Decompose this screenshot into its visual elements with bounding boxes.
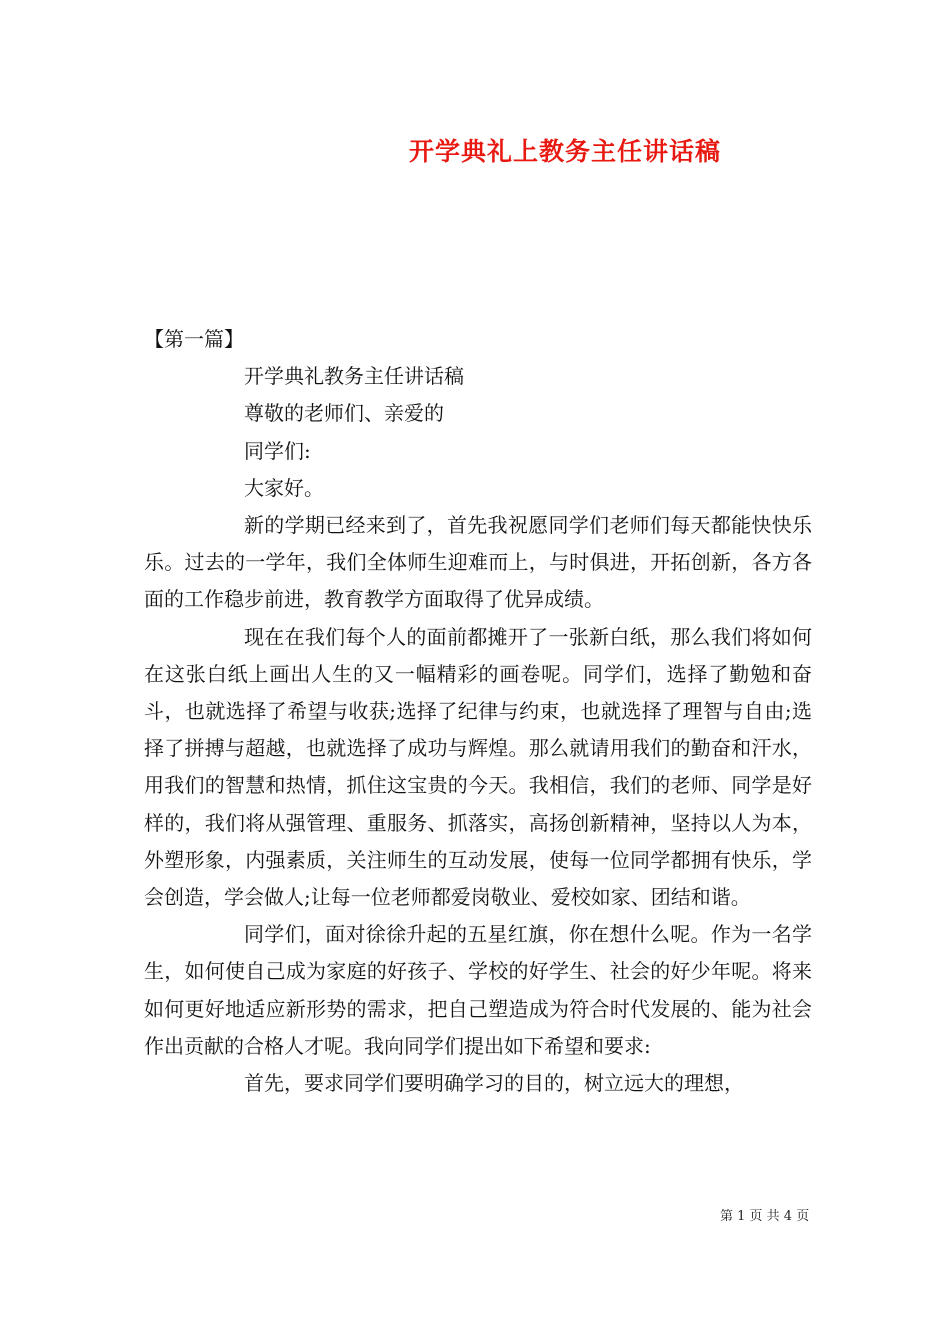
greeting: 大家好。 [244,475,324,500]
document-body [144,321,812,1102]
document-subtitle: 开学典礼教务主任讲话稿 [244,364,464,389]
paragraph-2: 现在在我们每个人的面前都摊开了一张新白纸，那么我们将如何在这张白纸上画出人生的又一幅精彩的画卷呢。同学们，选择了勤勉和奋斗，也就选择了希望与收获;选择了纪律与约束，也就选择了理智与自由;选择了拼搏与超越，也就选择了成功与辉煌。那么就请用我们的勤奋和汗水，用我们的智慧和热情，抓住这宝贵的今天。我相信，我们的老师、同学是好样的，我们将从强管理、重服务、抓落实，高扬创新精神，坚持以人为本，外塑形象，内强素质，关注师生的互动发展，使每一位同学都拥有快乐，学会创造，学会做人;让每一位老师都爱岗敬业、爱校如家、团结和谐。 [144,624,812,910]
section-heading: 【第一篇】 [144,327,244,351]
page-number: 第 1 页 共 4 页 [720,1209,810,1224]
salutation-line-2: 同学们: [244,438,311,463]
paragraph-3: 同学们，面对徐徐升起的五星红旗，你在想什么呢。作为一名学生，如何使自己成为家庭的好孩子、学校的好学生、社会的好少年呢。将来如何更好地适应新形势的需求，把自己塑造成为符合时代发展的、能为社会作出贡献的合格人才呢。我向同学们提出如下希望和要求: [144,922,812,1058]
salutation-line-1: 尊敬的老师们、亲爱的 [244,401,444,426]
paragraph-4: 首先，要求同学们要明确学习的目的，树立远大的理想， [244,1071,744,1096]
page-title: 开学典礼上教务主任讲话稿 [408,137,721,166]
paragraph-1: 新的学期已经来到了，首先我祝愿同学们老师们每天都能快快乐乐。过去的一学年，我们全体师生迎难而上，与时俱进，开拓创新，各方各面的工作稳步前进，教育教学方面取得了优异成绩。 [144,513,812,612]
